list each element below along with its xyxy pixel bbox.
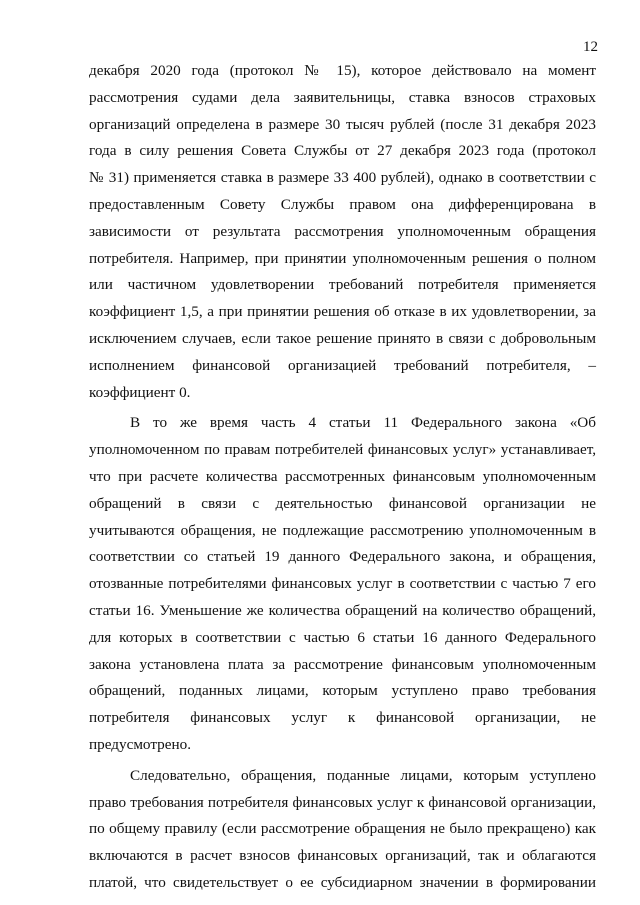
- text-line: № 31) применяется ставка в размере 33 400 рублей), однако в соответствии с: [89, 169, 596, 187]
- document-body: [89, 58, 596, 897]
- text-line: потребителя. Например, при принятии уполномоченным решения о полном: [89, 249, 596, 267]
- text-line: организаций определена в размере 30 тысяч рублей (после 31 декабря 2023: [89, 115, 596, 133]
- text-line: соответствии со статьей 19 данного Федерального закона, и обращения,: [89, 548, 596, 566]
- text-line: коэффициент 1,5, а при принятии решения об отказе в их удовлетворении, за: [89, 303, 596, 321]
- text-line: Следовательно, обращения, поданные лицами, которым уступлено: [130, 766, 596, 784]
- text-line: отозванные потребителями финансовых услуг в соответствии с частью 7 его: [89, 575, 596, 593]
- paragraph-3: [89, 763, 596, 897]
- text-line: исполнением финансовой организацией требований потребителя, –: [89, 356, 596, 374]
- text-line: учитываются обращения, не подлежащие рассмотрению уполномоченным в: [89, 521, 596, 539]
- text-line: что при расчете количества рассмотренных финансовым уполномоченным: [89, 467, 596, 485]
- text-line: право требования потребителя финансовых услуг к финансовой организации,: [89, 793, 596, 811]
- text-line: обращений, поданных лицами, которым уступлено право требования: [89, 682, 596, 700]
- text-line: рассмотрения судами дела заявительницы, ставка взносов страховых: [89, 88, 596, 106]
- text-line: предусмотрено.: [89, 735, 192, 753]
- text-line: или частичном удовлетворении требований потребителя применяется: [89, 276, 596, 294]
- text-line: потребителя финансовых услуг к финансовой организации, не: [89, 709, 596, 727]
- paragraph-1: [89, 58, 596, 406]
- paragraph-2: [89, 410, 596, 758]
- text-line: включаются в расчет взносов финансовых организаций, так и облагаются: [89, 847, 596, 865]
- text-line: по общему правилу (если рассмотрение обращения не было прекращено) как: [89, 820, 596, 838]
- text-line: платой, что свидетельствует о ее субсидиарном значении в формировании: [89, 873, 596, 891]
- text-line: обращений в связи с деятельностью финансовой организации не: [89, 494, 596, 512]
- text-line: для которых в соответствии с частью 6 статьи 16 данного Федерального: [89, 628, 596, 646]
- text-line: статьи 16. Уменьшение же количества обращений на количество обращений,: [89, 601, 596, 619]
- text-line: уполномоченном по правам потребителей финансовых услуг» устанавливает,: [89, 441, 596, 459]
- text-line: исключением случаев, если такое решение принято в связи с добровольным: [89, 329, 596, 347]
- text-line: закона установлена плата за рассмотрение финансовым уполномоченным: [89, 655, 596, 673]
- text-line: предоставленным Совету Службы правом она дифференцирована в: [89, 195, 596, 213]
- text-line: зависимости от результата рассмотрения уполномоченным обращения: [89, 222, 596, 240]
- page-number: 12: [583, 39, 598, 55]
- text-line: коэффициент 0.: [89, 383, 191, 401]
- text-line: В то же время часть 4 статьи 11 Федерального закона «Об: [130, 414, 596, 432]
- text-line: декабря 2020 года (протокол № 15), которое действовало на момент: [89, 62, 596, 79]
- text-line: года в силу решения Совета Службы от 27 декабря 2023 года (протокол: [89, 142, 596, 160]
